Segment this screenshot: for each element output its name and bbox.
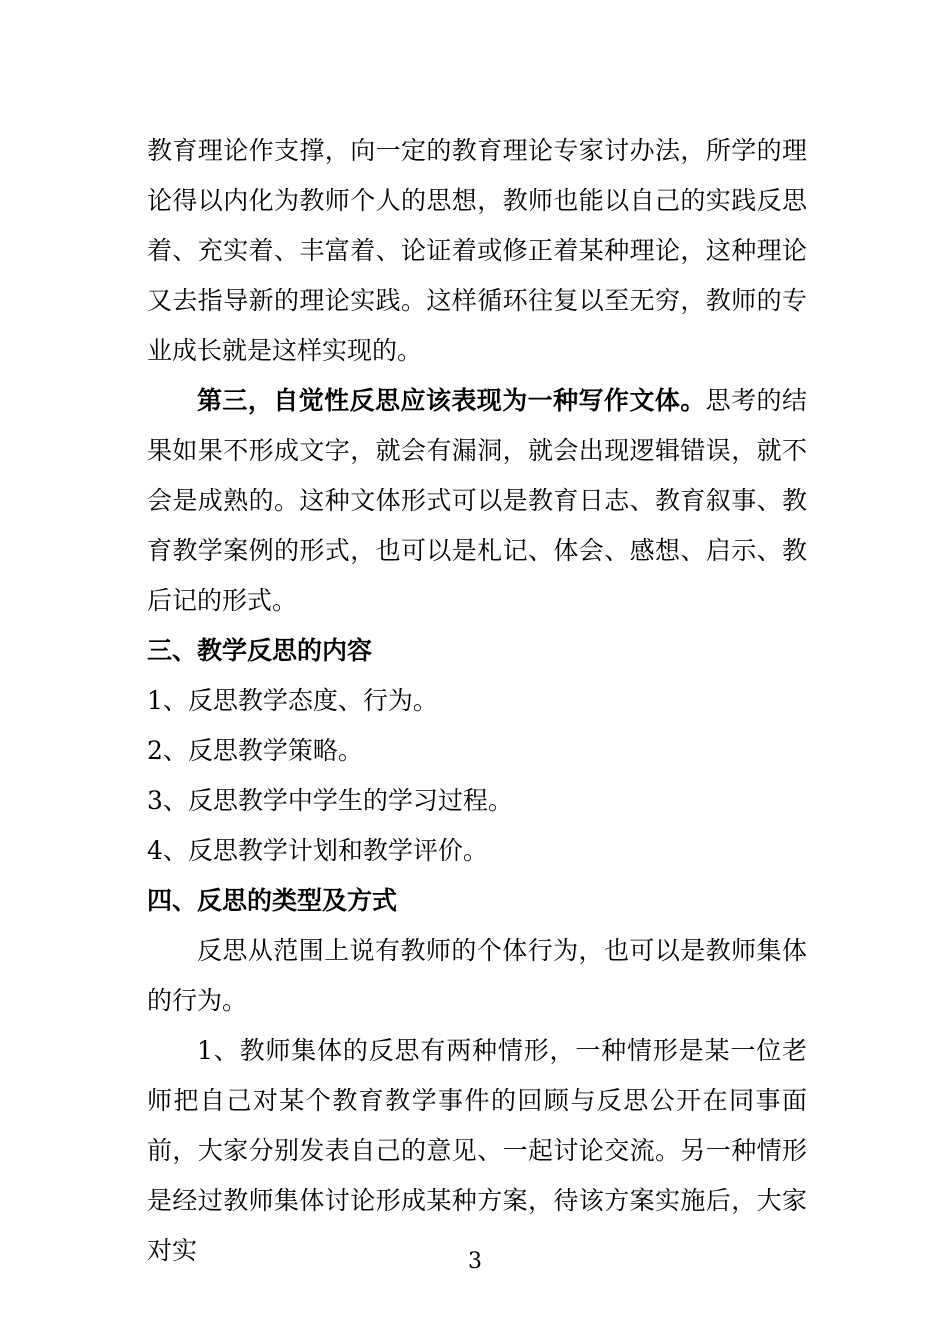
section-heading-types: 四、反思的类型及方式 [147,886,398,915]
paragraph-collective-reflection: 1、教师集体的反思有两种情形，一种情形是某一位老师把自己对某个教育教学事件的回顾与反思公开在同事面前，大家分别发表自己的意见、一起讨论交流。另一种情形是经过教师集体讨论形成某种方案，待该方案实施后，大家对实 [147,1036,807,1265]
page-number: 3 [468,1249,482,1274]
list-item: 3、反思教学中学生的学习过程。 [147,786,513,815]
document-body [147,126,807,1276]
section-heading-content: 三、教学反思的内容 [147,636,373,665]
paragraph-scope: 反思从范围上说有教师的个体行为，也可以是教师集体的行为。 [147,936,807,1015]
list-item: 4、反思教学计划和教学评价。 [147,836,488,865]
paragraph-theory-practice: 教育理论作支撑，向一定的教育理论专家讨办法，所学的理论得以内化为教师个人的思想，教师也能以自己的实践反思着、充实着、丰富着、论证着或修正着某种理论，这种理论又去指导新的理论实践。这样循环往复以至无穷，教师的专业成长就是这样实现的。 [147,136,807,365]
paragraph-writing-style [147,376,807,626]
paragraph-writing-style-rest: 思考的结果如果不形成文字，就会有漏洞，就会出现逻辑错误，就不会是成熟的。这种文体形式可以是教育日志、教育叙事、教育教学案例的形式，也可以是札记、体会、感想、启示、教后记的形式。 [147,386,807,615]
list-item: 1、反思教学态度、行为。 [147,686,438,715]
list-item: 2、反思教学策略。 [147,736,363,765]
paragraph-lead-bold: 第三，自觉性反思应该表现为一种写作文体。 [197,386,706,415]
